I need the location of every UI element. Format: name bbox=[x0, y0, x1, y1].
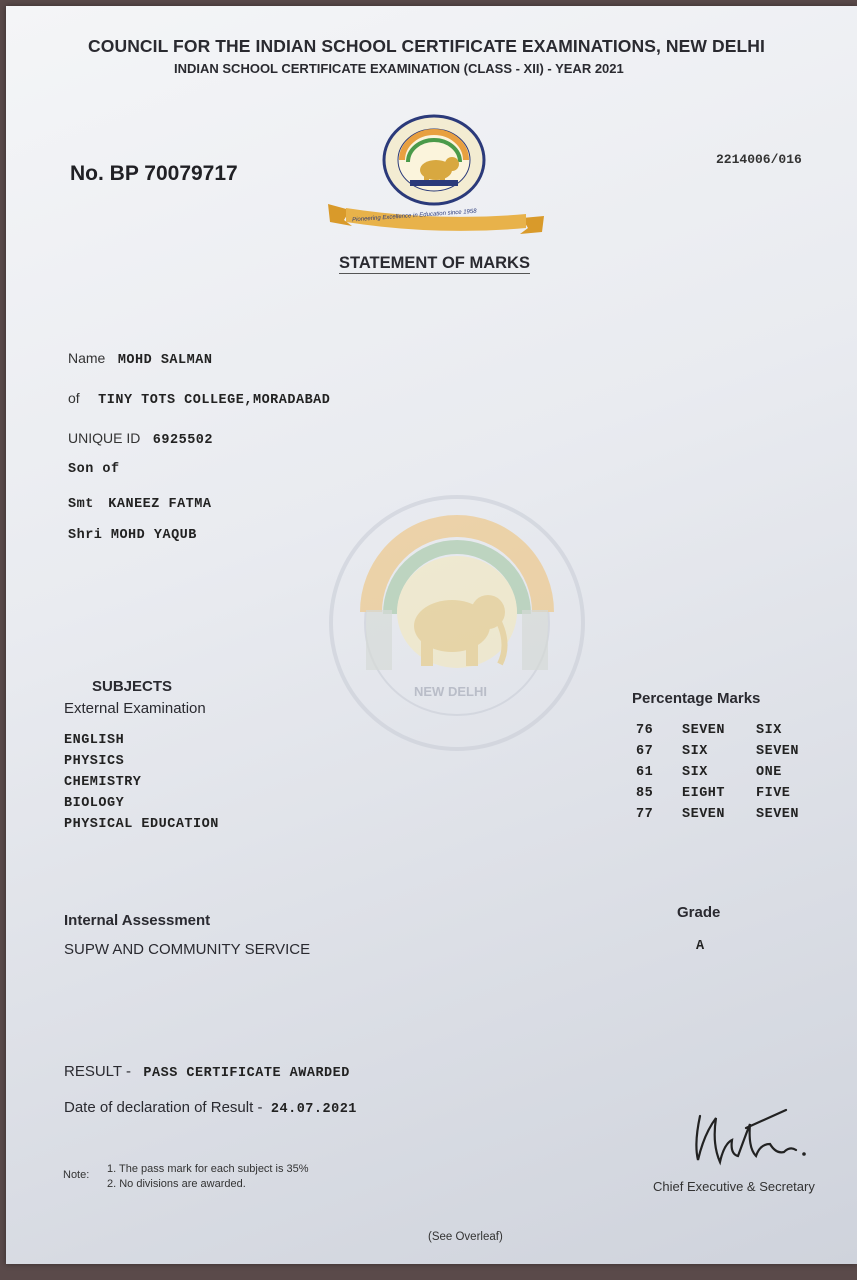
relation-label: Son of bbox=[68, 462, 120, 477]
external-exam-heading: External Examination bbox=[64, 700, 206, 717]
marks-word-units: SIX bbox=[756, 723, 782, 738]
see-overleaf: (See Overleaf) bbox=[428, 1231, 503, 1243]
note-line-2: 2. No divisions are awarded. bbox=[107, 1178, 246, 1190]
council-seal-icon bbox=[380, 114, 488, 206]
certificate-number: No. BP 70079717 bbox=[70, 162, 238, 185]
subject-name: CHEMISTRY bbox=[64, 775, 142, 790]
watermark-seal-icon bbox=[326, 492, 588, 754]
watermark-city: NEW DELHI bbox=[414, 684, 487, 699]
marks-word-tens: EIGHT bbox=[682, 786, 726, 801]
uid-label: UNIQUE ID bbox=[68, 430, 141, 446]
subject-name: PHYSICS bbox=[64, 754, 125, 769]
marks-statement-document bbox=[6, 6, 857, 1264]
marks-number: 76 bbox=[636, 723, 654, 738]
note-label: Note: bbox=[63, 1169, 90, 1181]
marks-word-tens: SEVEN bbox=[682, 807, 726, 822]
internal-grade: A bbox=[696, 939, 705, 954]
signature-icon bbox=[686, 1104, 816, 1174]
grade-heading: Grade bbox=[677, 904, 721, 921]
marks-list bbox=[636, 720, 799, 825]
of-label: of bbox=[68, 390, 80, 406]
marks-row bbox=[636, 720, 799, 741]
signatory-title: Chief Executive & Secretary bbox=[653, 1179, 815, 1194]
marks-word-units: FIVE bbox=[756, 786, 791, 801]
marks-number: 85 bbox=[636, 786, 654, 801]
note-line-1: 1. The pass mark for each subject is 35% bbox=[107, 1163, 309, 1175]
mother-row bbox=[68, 494, 211, 512]
school-row bbox=[68, 390, 330, 408]
percentage-marks-heading: Percentage Marks bbox=[632, 690, 761, 707]
marks-word-units: SEVEN bbox=[756, 807, 800, 822]
uid-row bbox=[68, 430, 213, 448]
marks-word-tens: SIX bbox=[682, 765, 708, 780]
marks-number: 61 bbox=[636, 765, 654, 780]
result-row bbox=[64, 1063, 350, 1081]
mother-prefix: Smt bbox=[68, 497, 94, 512]
candidate-name: MOHD SALMAN bbox=[117, 353, 213, 368]
result-label: RESULT - bbox=[64, 1063, 131, 1080]
marks-number: 67 bbox=[636, 744, 654, 759]
result-value: PASS CERTIFICATE AWARDED bbox=[143, 1066, 350, 1081]
subject-name: BIOLOGY bbox=[64, 796, 125, 811]
subjects-heading: SUBJECTS bbox=[92, 678, 173, 695]
declaration-date-label: Date of declaration of Result - bbox=[64, 1099, 263, 1116]
school-name: TINY TOTS COLLEGE,MORADABAD bbox=[98, 393, 331, 408]
uid-value: 6925502 bbox=[152, 433, 214, 448]
name-label: Name bbox=[68, 350, 106, 366]
name-row bbox=[68, 350, 212, 368]
declaration-date: 24.07.2021 bbox=[270, 1102, 357, 1117]
mother-name: KANEEZ FATMA bbox=[108, 497, 212, 512]
exam-heading: INDIAN SCHOOL CERTIFICATE EXAMINATION (CLASS - XII) - YEAR 2021 bbox=[174, 61, 624, 76]
marks-word-units: ONE bbox=[756, 765, 782, 780]
marks-word-tens: SIX bbox=[682, 744, 708, 759]
reference-number: 2214006/016 bbox=[716, 152, 802, 167]
document-title bbox=[339, 254, 530, 273]
marks-row bbox=[636, 741, 799, 762]
internal-subject: SUPW AND COMMUNITY SERVICE bbox=[64, 941, 311, 958]
council-heading: COUNCIL FOR THE INDIAN SCHOOL CERTIFICATE EXAMINATIONS, NEW DELHI bbox=[88, 36, 766, 56]
marks-row bbox=[636, 783, 799, 804]
declaration-date-row bbox=[64, 1099, 357, 1117]
marks-row bbox=[636, 804, 799, 825]
subject-name: ENGLISH bbox=[64, 733, 125, 748]
marks-word-units: SEVEN bbox=[756, 744, 800, 759]
title-text: STATEMENT OF MARKS bbox=[339, 254, 530, 272]
ribbon-motto: Pioneering Excellence in Education since 1958 bbox=[351, 208, 477, 224]
marks-row bbox=[636, 762, 799, 783]
marks-word-tens: SEVEN bbox=[682, 723, 726, 738]
marks-number: 77 bbox=[636, 807, 654, 822]
father-row bbox=[68, 525, 197, 543]
father-name: MOHD YAQUB bbox=[110, 528, 197, 543]
subject-name: PHYSICAL EDUCATION bbox=[64, 817, 219, 832]
father-prefix: Shri bbox=[68, 528, 103, 543]
subject-list bbox=[64, 730, 219, 835]
internal-assessment-heading: Internal Assessment bbox=[64, 912, 211, 929]
